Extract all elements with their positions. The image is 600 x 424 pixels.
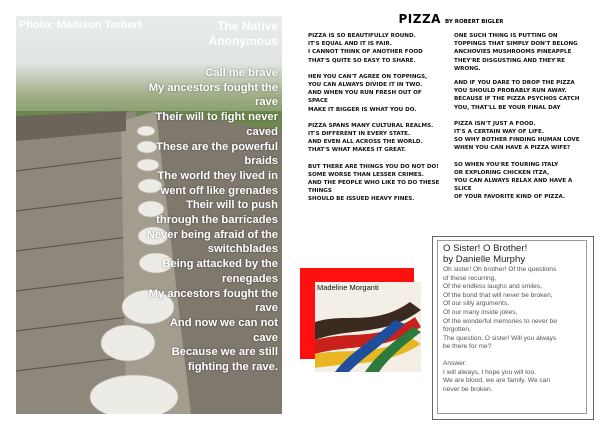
poem-line: Their will to push [186, 199, 278, 212]
poem-line: caved [246, 125, 278, 138]
pizza-stanza: ONE SUCH THING IS PUTTING ON TOPPINGS THAT SIMPLY DON'T BELONG ANCHOVIES MUSHROOMS PINEAPPLE THEY'RE DISGUSTING AND THEY'RE WRONG. [454, 33, 578, 72]
pizza-right-column [454, 32, 594, 212]
poem-line: cave [253, 331, 278, 344]
sibling-poem-title: O Sister! O Brother! [443, 243, 528, 254]
poem-line: And now we can not [169, 316, 278, 329]
poem-line: Their will to fight never [155, 111, 278, 124]
pizza-stanza: AND IF YOU DARE TO DROP THE PIZZA YOU SHOULD PROBABLY RUN AWAY. BECAUSE IF THE PIZZA PSYCHOS CATCH YOU, THAT'LL BE YOUR FINAL DAY [454, 80, 580, 111]
pizza-title: PIZZA [398, 12, 441, 26]
pizza-poem [308, 10, 594, 232]
poem-line: Call me brave [205, 67, 278, 79]
pizza-stanza: PIZZA ISN'T JUST A FOOD. IT'S A CERTAIN WAY OF LIFE. SO WHY BOTHER FINDING HUMAN LOVE WHEN YOU CAN HAVE A PIZZA WIFE? [454, 120, 580, 152]
sibling-poem-body: Oh sister! Oh brother! Of the questions of these recurring, Of the endless laughs and smiles, Of the bond that will never be broken, Of our silly arguments, Of our many inside jokes, Of the wonderful memories to never be forgotten, The question, O sister! Will you always be there for me? Answer: I will always, I hope you will too. We are blood, we are family. We can never be broken. [443, 266, 557, 393]
poem-line: fighting the rave. [187, 361, 278, 374]
pizza-heading [308, 10, 594, 28]
artist-label: Madeline Morganti [317, 283, 379, 292]
poem-line: Being attacked by the [162, 258, 278, 271]
pizza-left-column [308, 32, 448, 212]
pizza-author: BY ROBERT BIGLER [444, 19, 504, 25]
poem-line: through the barricades [156, 214, 278, 227]
pizza-stanza: SO WHEN YOU'RE TOURING ITALY OR EXPLORING CHICKEN ITZA, YOU CAN ALWAYS RELAX AND HAVE A SLICE OF YOUR FAVORITE KIND OF PIZZA. [454, 161, 573, 201]
poem-line: The world they lived in [157, 169, 278, 182]
poem-line: Never being afraid of the [146, 228, 278, 241]
photo-credit: Photo: Madison Tarbert [19, 19, 142, 31]
poem-line: My ancestors fought the [148, 81, 278, 94]
poem-lines [78, 66, 278, 375]
poem-line: rave [254, 96, 278, 109]
poem-line: went off like grenades [160, 184, 278, 197]
poem-line: My ancestors fought the [148, 287, 278, 300]
pizza-columns [308, 32, 594, 212]
poem-line: rave [254, 302, 278, 315]
poem-line: switchblades [207, 243, 278, 256]
pizza-stanza: HEN YOU CAN'T AGREE ON TOPPINGS, YOU CAN ALWAYS DIVIDE IT IN TWO. AND WHEN YOU RUN FRESH OUT OF SPACE MAKE IT BIGGER IS WHAT YOU DO. [308, 73, 428, 113]
poem-title: The Native Anonymous [208, 19, 278, 48]
poem-line: braids [244, 155, 278, 168]
abstract-painting [315, 282, 421, 372]
sibling-poem-author: by Danielle Murphy [443, 254, 526, 265]
poem-line: These are the powerful [156, 140, 278, 153]
artwork-card [315, 282, 421, 372]
poem-line: Because we are still [171, 346, 278, 359]
pizza-stanza: PIZZA IS SO BEAUTIFULLY ROUND. IT'S EQUAL AND IT IS FAIR. I CANNOT THINK OF ANOTHER FOOD THAT'S QUITE SO EASY TO SHARE. [308, 33, 423, 64]
pizza-stanza: PIZZA SPANS MANY CULTURAL REALMS. IT'S DIFFERENT IN EVERY STATE. AND EVEN ALL ACROSS THE WORLD. THAT'S WHAT MAKES IT GREAT. [308, 122, 434, 154]
pizza-stanza: BUT THERE ARE THINGS YOU DO NOT DO! SOME WORSE THAN LESSER CRIMES. AND THE PEOPLE WHO LIKE TO DO THESE THINGS SHOULD BE ISSUED HEAVY FINES. [308, 163, 440, 203]
sibling-poem [437, 240, 587, 414]
poem-line: renegades [222, 272, 278, 285]
photo-poem-panel [16, 16, 282, 414]
